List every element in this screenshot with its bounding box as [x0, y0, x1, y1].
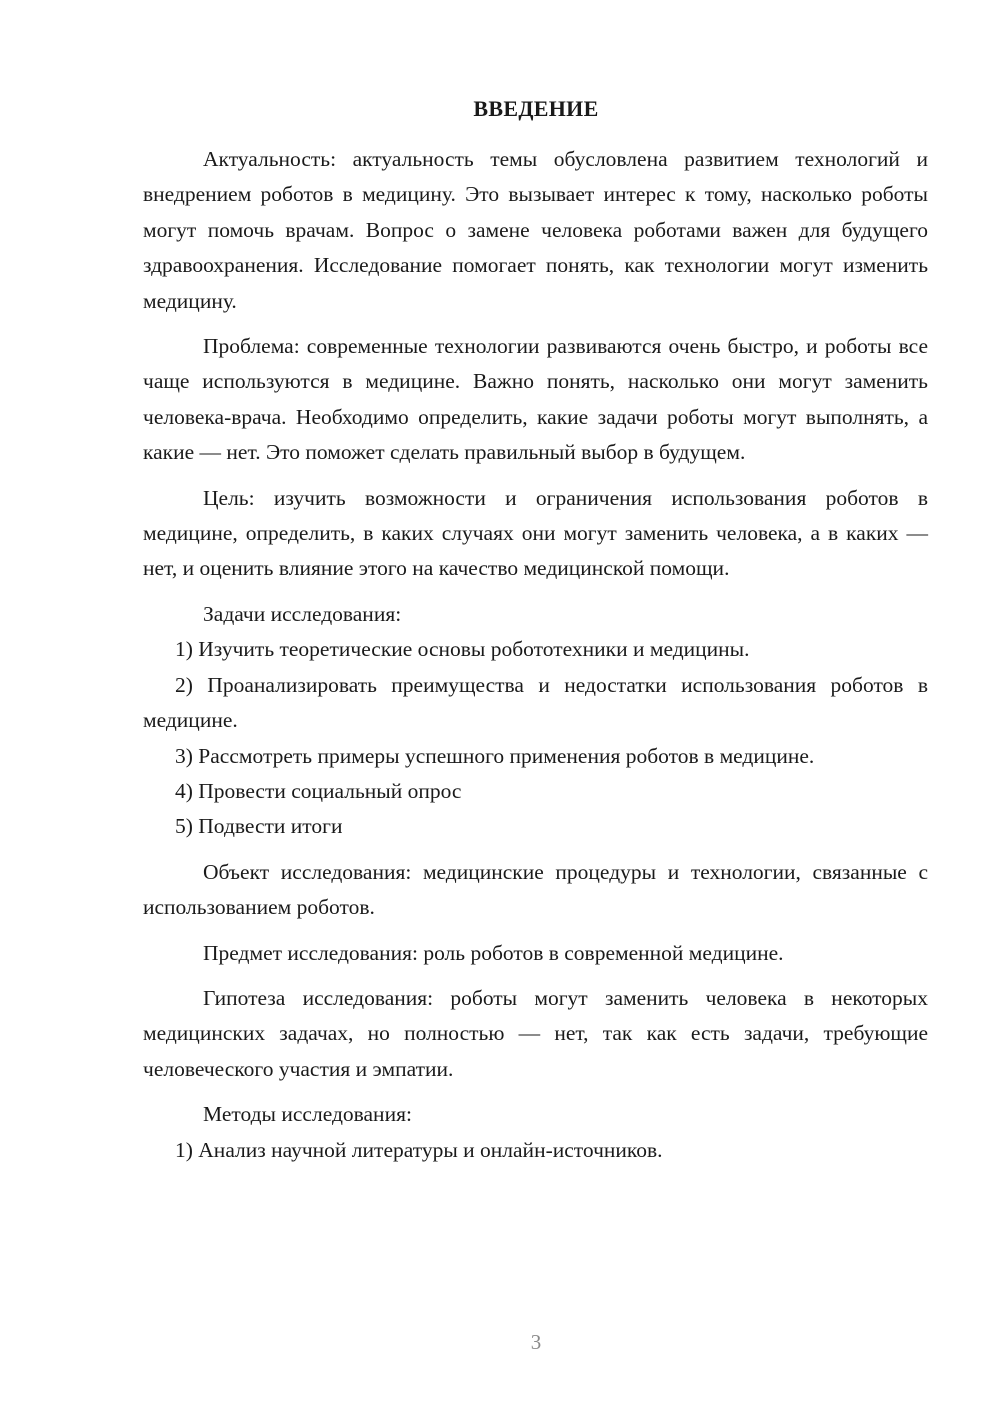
relevance-paragraph: Актуальность: актуальность темы обусловлена развитием технологий и внедрением роботов в медицину. Это вызывает интерес к тому, насколько роботы могут помочь врачам. Вопрос о замене человека роботами важен для будущего здравоохранения. Исследование помогает понять, как технологии могут изменить медицину. [143, 147, 928, 313]
task-item: 4) Провести социальный опрос [175, 778, 462, 803]
method-item: 1) Анализ научной литературы и онлайн-источников. [175, 1137, 663, 1162]
page-number: 3 [530, 1330, 542, 1354]
hypothesis-paragraph: Гипотеза исследования: роботы могут заменить человека в некоторых медицинских задачах, но полностью — нет, так как есть задачи, требующие человеческого участия и эмпатии. [143, 985, 928, 1081]
goal-paragraph: Цель: изучить возможности и ограничения использования роботов в медицине, определить, в каких случаях они могут заменить человека, а в каких — нет, и оценить влияние этого на качество медицинской помощи. [143, 485, 928, 581]
body-text [143, 142, 928, 1168]
tasks-title: Задачи исследования: [203, 601, 402, 626]
task-item: 1) Изучить теоретические основы робототехники и медицины. [175, 637, 750, 662]
task-item: 2) Проанализировать преимущества и недостатки использования роботов в медицине. [143, 672, 928, 733]
subject-paragraph: Предмет исследования: роль роботов в современной медицине. [203, 940, 784, 965]
problem-paragraph: Проблема: современные технологии развиваются очень быстро, и роботы все чаще используются в медицине. Важно понять, насколько они могут заменить человека-врача. Необходимо определить, какие задачи роботы могут выполнять, а какие — нет. Это поможет сделать правильный выбор в будущем. [143, 334, 928, 465]
section-heading: ВВЕДЕНИЕ [473, 96, 599, 121]
task-item: 5) Подвести итоги [175, 814, 343, 839]
object-paragraph: Объект исследования: медицинские процедуры и технологии, связанные с использованием роботов. [143, 859, 928, 920]
methods-title: Методы исследования: [203, 1102, 412, 1127]
task-item: 3) Рассмотреть примеры успешного применения роботов в медицине. [175, 743, 815, 768]
